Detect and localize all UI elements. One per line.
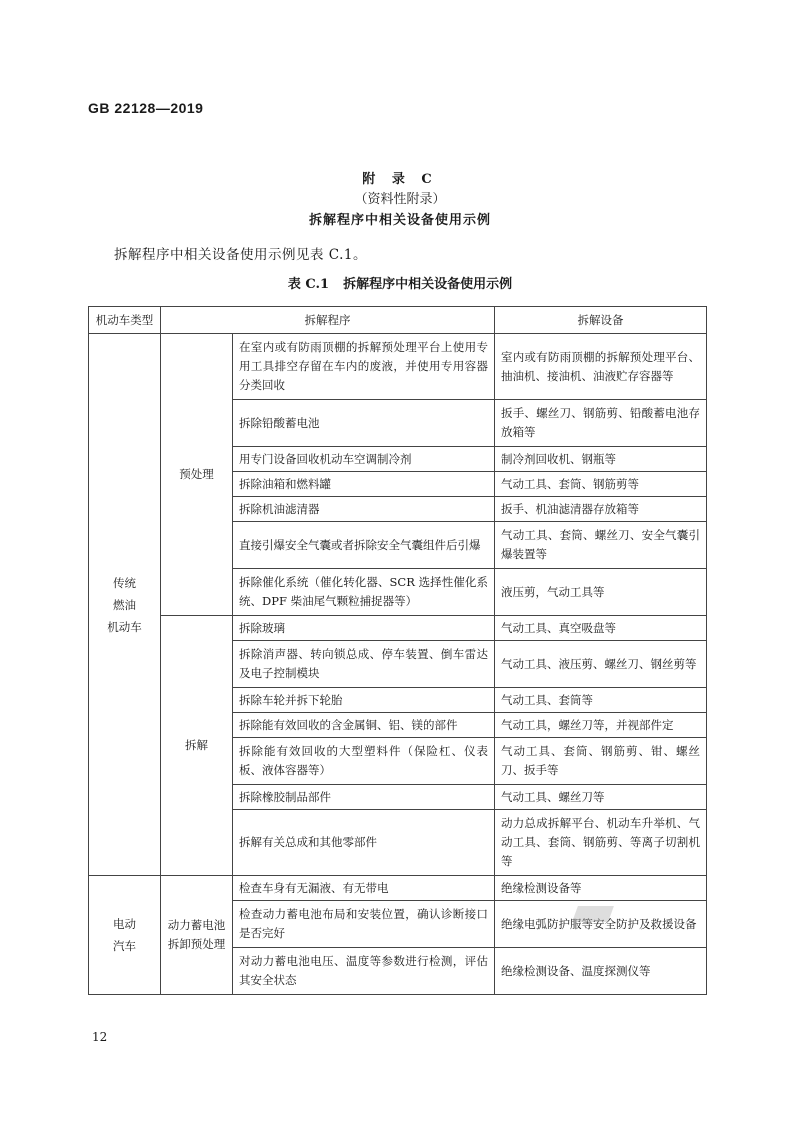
procedure-cell: 拆除铅酸蓄电池 <box>233 400 495 447</box>
equipment-cell: 室内或有防雨顶棚的拆解预处理平台、抽油机、接油机、油液贮存容器等 <box>495 334 707 400</box>
header-equipment: 拆解设备 <box>495 307 707 334</box>
equipment-cell: 绝缘电弧防护服等安全防护及救援设备 <box>495 901 707 948</box>
equipment-cell: 气动工具、套筒、钢筋剪、钳、螺丝刀、扳手等 <box>495 738 707 785</box>
equipment-cell: 动力总成拆解平台、机动车升举机、气动工具、套筒、钢筋剪、等离子切割机等 <box>495 810 707 876</box>
equipment-cell: 气动工具、液压剪、螺丝刀、钢丝剪等 <box>495 641 707 688</box>
table-caption <box>0 273 800 292</box>
table-row <box>89 334 707 400</box>
stage-pretreatment: 预处理 <box>161 334 233 616</box>
table-number: 表 C.1 <box>287 277 330 292</box>
equipment-cell: 液压剪，气动工具等 <box>495 569 707 616</box>
equipment-cell: 气动工具、套筒、钢筋剪等 <box>495 472 707 497</box>
equipment-cell: 制冷剂回收机、钢瓶等 <box>495 447 707 472</box>
page-number: 12 <box>92 1030 108 1044</box>
table-title: 拆解程序中相关设备使用示例 <box>343 277 513 292</box>
intro-paragraph: 拆解程序中相关设备使用示例见表 C.1。 <box>114 247 368 263</box>
table-row <box>89 876 707 901</box>
equipment-table <box>88 306 707 995</box>
procedure-cell: 拆除橡胶制品部件 <box>233 785 495 810</box>
group-electric-vehicle: 电动 汽车 <box>89 876 161 995</box>
procedure-cell: 拆解有关总成和其他零部件 <box>233 810 495 876</box>
header-procedure: 拆解程序 <box>161 307 495 334</box>
equipment-cell: 绝缘检测设备等 <box>495 876 707 901</box>
equipment-cell: 气动工具、套筒、螺丝刀、安全气囊引爆装置等 <box>495 522 707 569</box>
procedure-cell: 拆除车轮并拆下轮胎 <box>233 688 495 713</box>
equipment-cell: 气动工具、真空吸盘等 <box>495 616 707 641</box>
stage-dismantle: 拆解 <box>161 616 233 876</box>
procedure-cell: 拆除催化系统（催化转化器、SCR 选择性催化系统、DPF 柴油尾气颗粒捕捉器等） <box>233 569 495 616</box>
procedure-cell: 拆除油箱和燃料罐 <box>233 472 495 497</box>
procedure-cell: 拆除能有效回收的含金属铜、铝、镁的部件 <box>233 713 495 738</box>
procedure-cell: 检查车身有无漏液、有无带电 <box>233 876 495 901</box>
procedure-cell: 用专门设备回收机动车空调制冷剂 <box>233 447 495 472</box>
equipment-cell: 扳手、机油滤清器存放箱等 <box>495 497 707 522</box>
procedure-cell: 拆除玻璃 <box>233 616 495 641</box>
header-vehicle-type: 机动车类型 <box>89 307 161 334</box>
equipment-cell: 气动工具、螺丝刀等 <box>495 785 707 810</box>
scan-smudge <box>572 906 614 922</box>
procedure-cell: 对动力蓄电池电压、温度等参数进行检测，评估其安全状态 <box>233 948 495 995</box>
annex-type: （资料性附录） <box>354 192 446 207</box>
procedure-cell: 拆除能有效回收的大型塑料件（保险杠、仪表板、液体容器等） <box>233 738 495 785</box>
procedure-cell: 在室内或有防雨顶棚的拆解预处理平台上使用专用工具排空存留在车内的废液，并使用专用容器分类回收 <box>233 334 495 400</box>
procedure-cell: 拆除机油滤清器 <box>233 497 495 522</box>
procedure-cell: 直接引爆安全气囊或者拆除安全气囊组件后引爆 <box>233 522 495 569</box>
equipment-cell: 绝缘检测设备、温度探测仪等 <box>495 948 707 995</box>
procedure-cell: 检查动力蓄电池布局和安装位置，确认诊断接口是否完好 <box>233 901 495 948</box>
equipment-cell: 气动工具，螺丝刀等，并视部件定 <box>495 713 707 738</box>
equipment-cell: 扳手、螺丝刀、钢筋剪、铅酸蓄电池存放箱等 <box>495 400 707 447</box>
annex-name: 拆解程序中相关设备使用示例 <box>308 213 491 228</box>
annex-title: 附 录 C <box>362 172 438 187</box>
table-header-row <box>89 307 707 334</box>
standard-code: GB 22128—2019 <box>88 100 204 116</box>
group-fuel-vehicle: 传统 燃油 机动车 <box>89 334 161 876</box>
table-row <box>89 616 707 641</box>
equipment-cell: 气动工具、套筒等 <box>495 688 707 713</box>
stage-battery-pretreatment: 动力蓄电池 拆卸预处理 <box>161 876 233 995</box>
procedure-cell: 拆除消声器、转向锁总成、停车装置、倒车雷达及电子控制模块 <box>233 641 495 688</box>
